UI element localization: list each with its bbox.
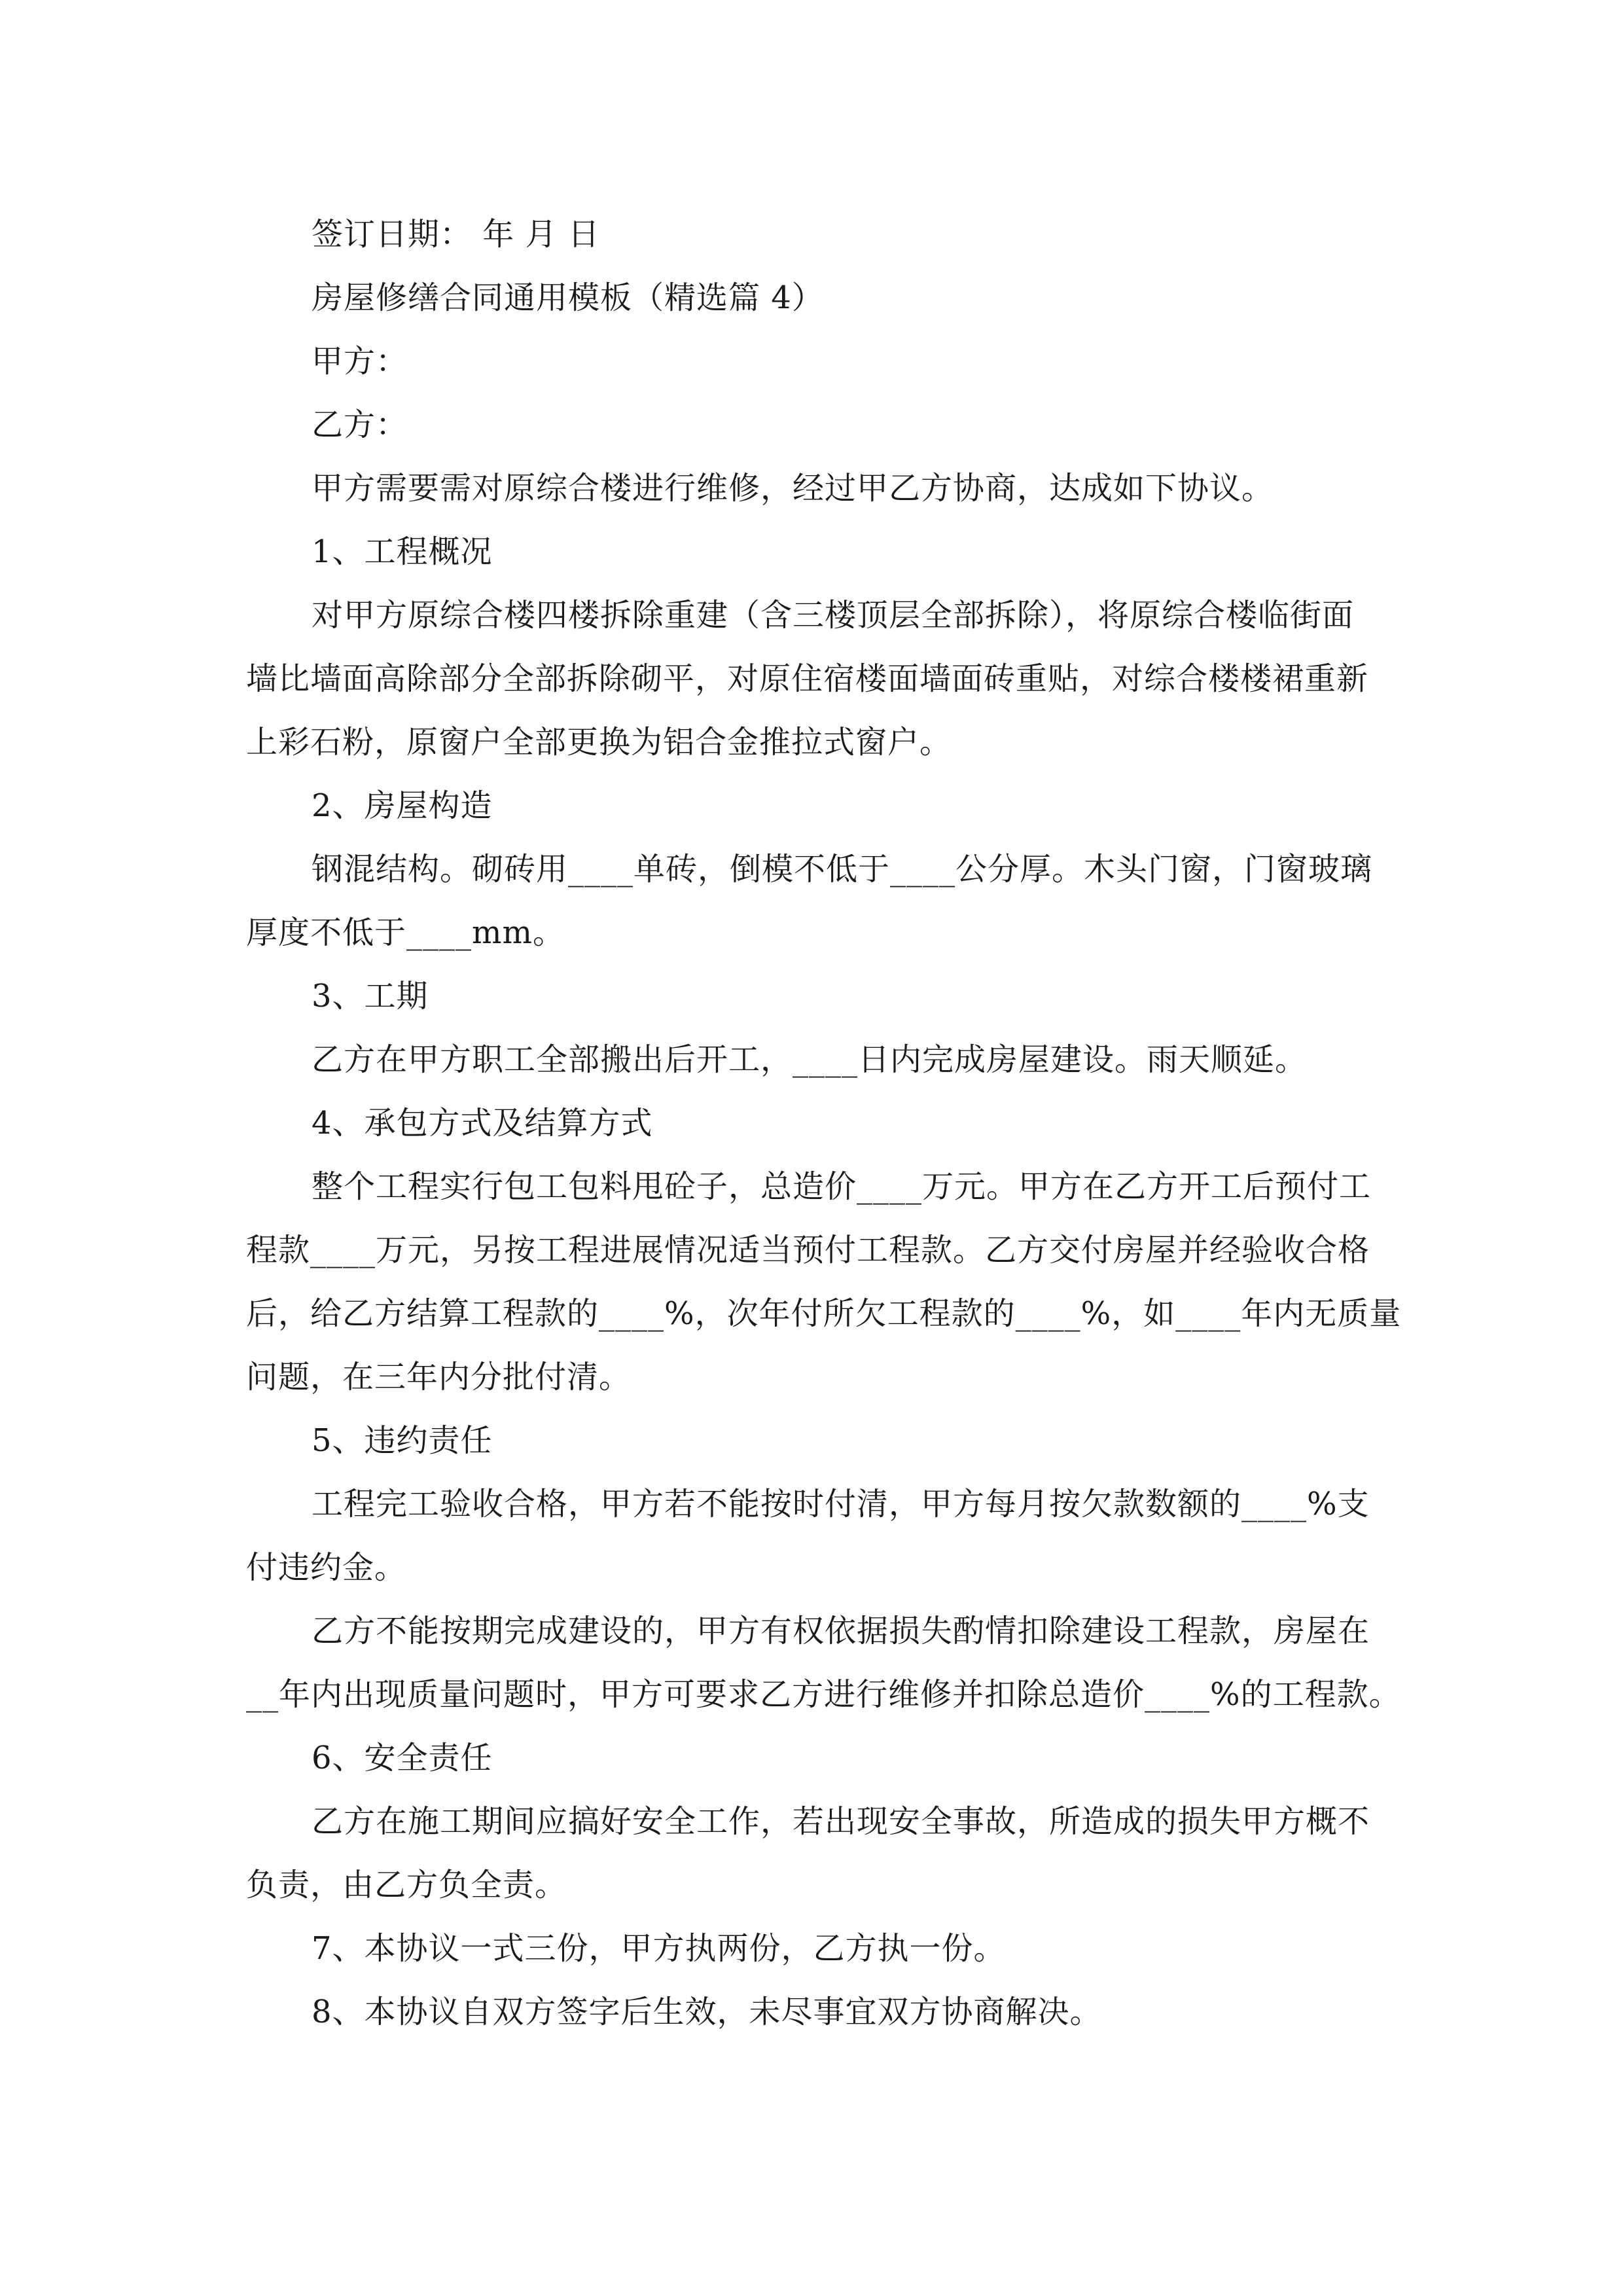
- section-5-text-line: 付违约金。: [246, 1549, 407, 1586]
- section-1-text-line: 墙比墙面高除部分全部拆除砌平，对原住宿楼面墙面砖重贴，对综合楼楼裙重新: [246, 660, 1369, 697]
- signing-date-line: 签订日期： 年 月 日: [312, 216, 600, 253]
- section-1-text-line: 对甲方原综合楼四楼拆除重建（含三楼顶层全部拆除），将原综合楼临街面: [312, 597, 1355, 634]
- section-6-text-line: 乙方在施工期间应搞好安全工作，若出现安全事故，所造成的损失甲方概不: [312, 1803, 1370, 1840]
- section-2-text-line: 钢混结构。砌砖用____单砖，倒模不低于____公分厚。木头门窗，门窗玻璃: [312, 851, 1373, 888]
- section-4-text-line: 问题，在三年内分批付清。: [246, 1359, 632, 1395]
- party-b-line: 乙方：: [312, 406, 408, 443]
- section-heading-2: 2、房屋构造: [312, 787, 493, 824]
- section-4-text-line: 程款____万元，另按工程进展情况适当预付工程款。乙方交付房屋并经验收合格: [246, 1232, 1370, 1268]
- section-heading-1: 1、工程概况: [312, 533, 493, 570]
- section-5-text-line: __年内出现质量问题时，甲方可要求乙方进行维修并扣除总造价____%的工程款。: [246, 1676, 1401, 1713]
- document-title: 房屋修缮合同通用模板（精选篇 4）: [312, 279, 824, 316]
- section-heading-4: 4、承包方式及结算方式: [312, 1105, 653, 1141]
- document-body: [246, 203, 1402, 2044]
- section-6-text-line: 负责，由乙方负全责。: [246, 1867, 567, 1903]
- section-8-text-line: 8、本协议自双方签字后生效，未尽事宜双方协商解决。: [312, 1994, 1102, 2030]
- section-1-text-line: 上彩石粉，原窗户全部更换为铝合金推拉式窗户。: [246, 724, 952, 761]
- section-5-text-line: 乙方不能按期完成建设的，甲方有权依据损失酌情扣除建设工程款，房屋在: [312, 1613, 1370, 1649]
- section-4-text-line: 整个工程实行包工包料甩砼子，总造价____万元。甲方在乙方开工后预付工: [312, 1168, 1372, 1205]
- section-heading-3: 3、工期: [312, 978, 429, 1014]
- section-4-text-line: 后，给乙方结算工程款的____%，次年付所欠工程款的____%，如____年内无质量: [246, 1295, 1402, 1332]
- section-heading-6: 6、安全责任: [312, 1740, 493, 1776]
- party-a-line: 甲方：: [312, 343, 408, 380]
- section-7-text-line: 7、本协议一式三份，甲方执两份，乙方执一份。: [312, 1930, 1006, 1967]
- section-2-text-line: 厚度不低于____mm。: [246, 914, 565, 951]
- section-heading-5: 5、违约责任: [312, 1422, 493, 1459]
- section-3-text-line: 乙方在甲方职工全部搬出后开工，____日内完成房屋建设。雨天顺延。: [312, 1041, 1308, 1078]
- preamble-text: 甲方需要需对原综合楼进行维修，经过甲乙方协商，达成如下协议。: [312, 470, 1274, 507]
- section-5-text-line: 工程完工验收合格，甲方若不能按时付清，甲方每月按欠款数额的____%支: [312, 1486, 1370, 1522]
